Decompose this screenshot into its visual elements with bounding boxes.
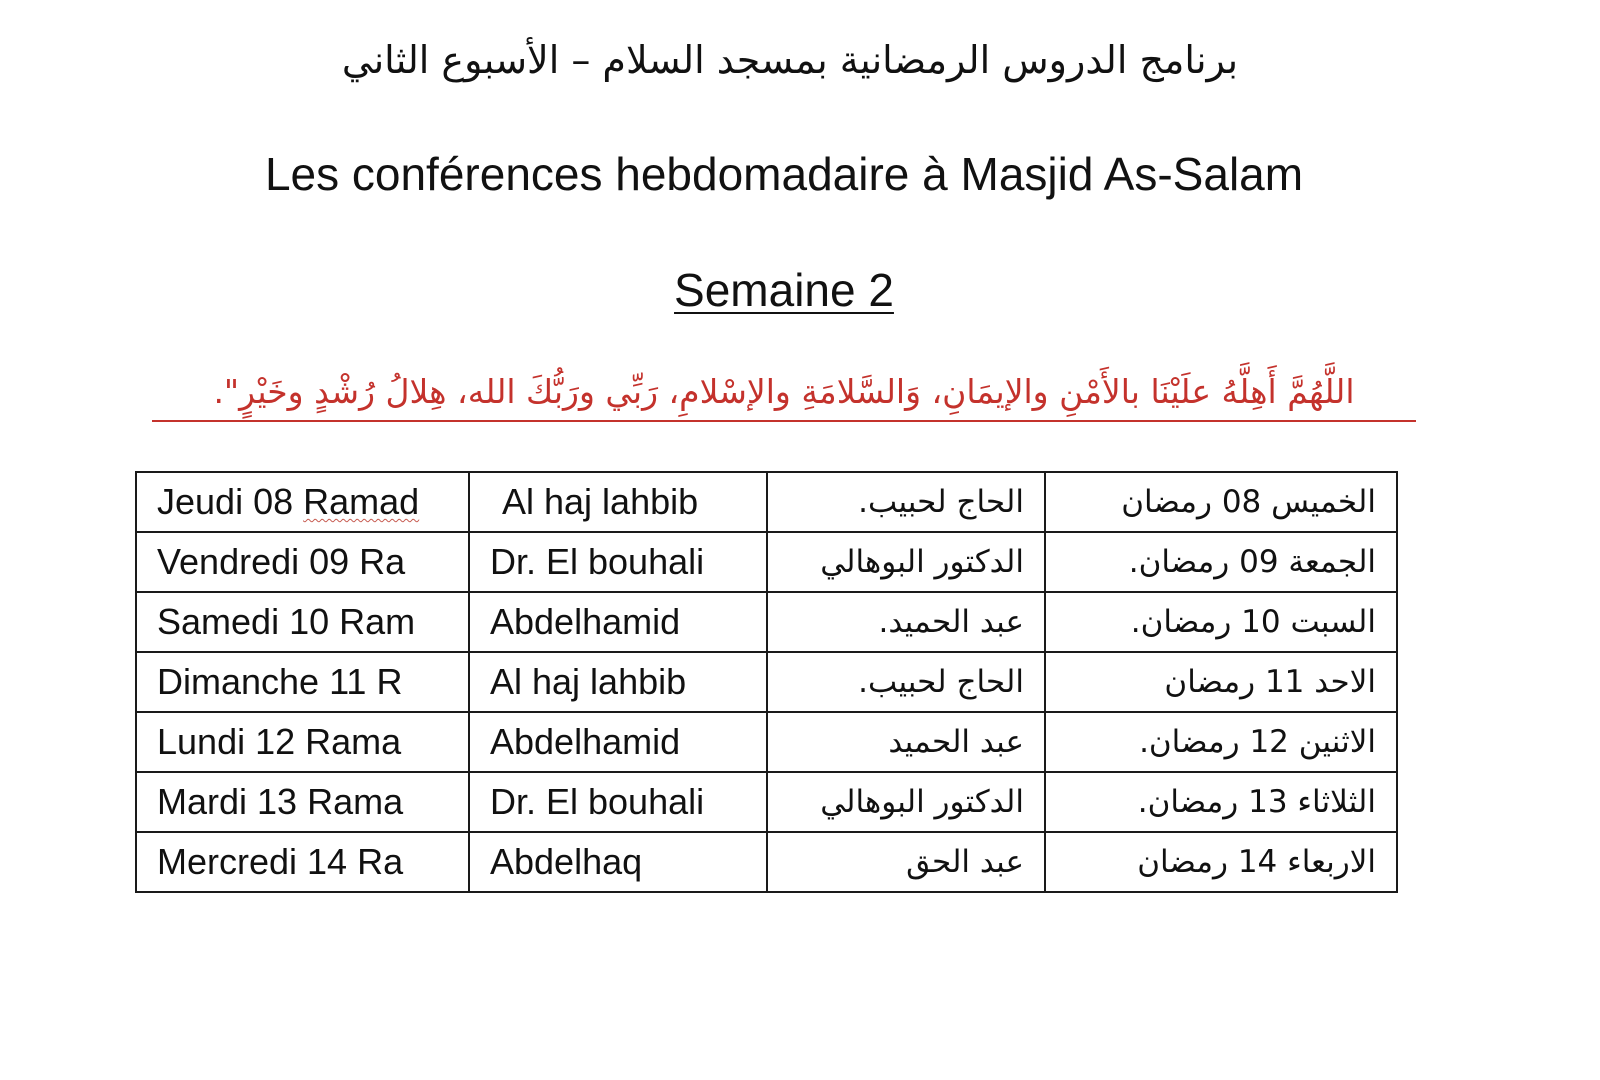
- table-row: [136, 592, 1397, 652]
- ar-day-cell: الاربعاء 14 رمضان: [1045, 832, 1397, 892]
- fr-day-cell: Lundi 12 Rama: [136, 712, 469, 772]
- fr-day-cell: [136, 472, 469, 532]
- ar-day-cell: السبت 10 رمضان.: [1045, 592, 1397, 652]
- ar-day-cell: الاحد 11 رمضان: [1045, 652, 1397, 712]
- ar-day-cell: الاثنين 12 رمضان.: [1045, 712, 1397, 772]
- ar-speaker-cell: الدكتور البوهالي: [767, 532, 1045, 592]
- table-row: [136, 532, 1397, 592]
- fr-day-cell: Mardi 13 Rama: [136, 772, 469, 832]
- dua-line: [152, 366, 1416, 422]
- table-row: [136, 712, 1397, 772]
- fr-speaker-cell: Al haj lahbib: [469, 472, 767, 532]
- fr-day-cell: Dimanche 11 R: [136, 652, 469, 712]
- arabic-title: برنامج الدروس الرمضانية بمسجد السلام – الأسبوع الثاني: [341, 38, 1239, 82]
- fr-speaker-cell: Abdelhamid: [469, 712, 767, 772]
- table-row: [136, 772, 1397, 832]
- fr-speaker-cell: Abdelhamid: [469, 592, 767, 652]
- ar-day-cell: الخميس 08 رمضان: [1045, 472, 1397, 532]
- table-row: [136, 472, 1397, 532]
- fr-day-cell: Vendredi 09 Ra: [136, 532, 469, 592]
- spellcheck-flagged-word: Ramad: [303, 481, 420, 522]
- fr-speaker-cell: Dr. El bouhali: [469, 772, 767, 832]
- week-label: Semaine 2: [674, 264, 894, 316]
- table-row: [136, 652, 1397, 712]
- schedule-table: [135, 471, 1398, 893]
- fr-speaker-cell: Dr. El bouhali: [469, 532, 767, 592]
- fr-day-cell: Mercredi 14 Ra: [136, 832, 469, 892]
- ar-day-cell: الجمعة 09 رمضان.: [1045, 532, 1397, 592]
- ar-speaker-cell: الحاج لحبيب.: [767, 652, 1045, 712]
- ar-speaker-cell: الحاج لحبيب.: [767, 472, 1045, 532]
- ar-speaker-cell: عبد الحق: [767, 832, 1045, 892]
- dua-text: اللَّهُمَّ أَهِلَّهُ علَيْنَا بالأَمْنِ والإيمَانِ، وَالسَّلامَةِ والإسْلامِ، رَبِّي ورَبُّكَ الله، هِلالُ رُشْدٍ وخَيْرٍ".: [213, 372, 1355, 411]
- fr-speaker-cell: Abdelhaq: [469, 832, 767, 892]
- ar-speaker-cell: الدكتور البوهالي: [767, 772, 1045, 832]
- week-heading: [0, 262, 1568, 318]
- table-row: [136, 832, 1397, 892]
- ar-speaker-cell: عبد الحميد.: [767, 592, 1045, 652]
- french-title: Les conférences hebdomadaire à Masjid As-Salam: [264, 148, 1304, 200]
- ar-speaker-cell: عبد الحميد: [767, 712, 1045, 772]
- ar-day-cell: الثلاثاء 13 رمضان.: [1045, 772, 1397, 832]
- fr-day-prefix: Jeudi 08: [157, 481, 304, 522]
- fr-speaker-cell: Al haj lahbib: [469, 652, 767, 712]
- fr-day-cell: Samedi 10 Ram: [136, 592, 469, 652]
